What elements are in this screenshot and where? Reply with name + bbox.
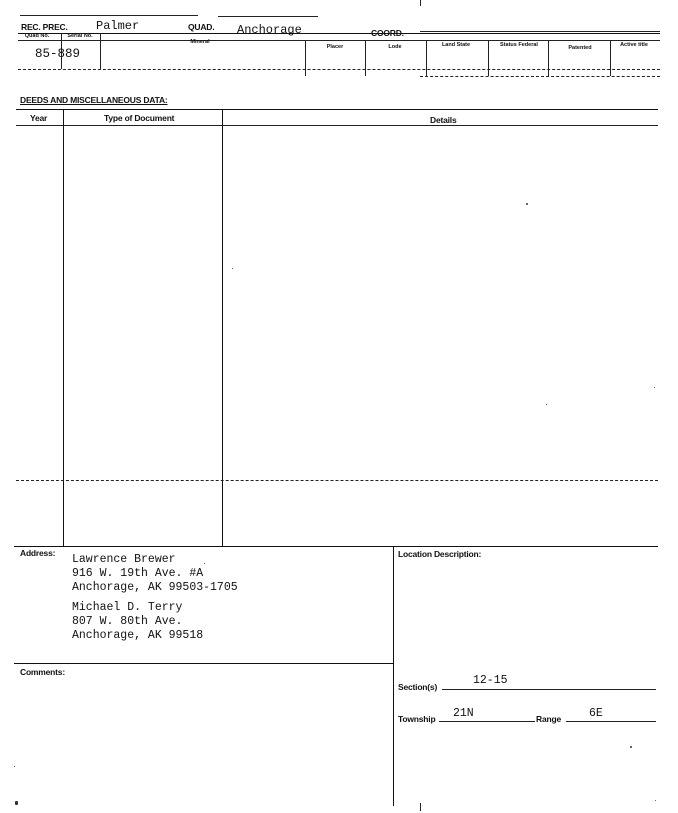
deeds-table-top-rule bbox=[16, 109, 658, 110]
scan-mark bbox=[420, 803, 421, 811]
divider-land-status bbox=[488, 40, 489, 76]
status-federal-label: Status Federal bbox=[500, 42, 538, 48]
scan-speck bbox=[526, 203, 528, 205]
address-location-divider bbox=[393, 546, 394, 806]
land-state-label: Land State bbox=[441, 42, 471, 48]
comments-top-rule bbox=[14, 663, 393, 664]
patented-label: Patented bbox=[568, 45, 592, 51]
header-table-bottom-rule-2 bbox=[420, 76, 660, 77]
range-underline bbox=[566, 721, 656, 722]
quad-value: Anchorage bbox=[237, 23, 302, 37]
sections-value: 12-15 bbox=[473, 674, 508, 687]
location-description-label: Location Description: bbox=[398, 549, 482, 559]
header-top-rule bbox=[20, 15, 198, 16]
sections-label: Section(s) bbox=[398, 682, 438, 692]
coord-underline bbox=[420, 31, 660, 32]
contact-city: Anchorage, AK 99518 bbox=[72, 629, 204, 642]
scan-speck bbox=[204, 563, 205, 564]
active-title-label: Active title bbox=[620, 42, 648, 48]
scan-speck bbox=[14, 766, 15, 767]
sections-underline bbox=[442, 689, 656, 690]
lode-label: Lode bbox=[388, 44, 402, 50]
header-table-bottom-rule bbox=[18, 69, 660, 70]
quad-label: QUAD. bbox=[188, 22, 215, 32]
address-top-rule bbox=[14, 546, 658, 547]
range-label: Range bbox=[536, 714, 561, 724]
col-type-label: Type of Document bbox=[104, 113, 175, 123]
coord-label: COORD. bbox=[371, 28, 404, 38]
rec-prec-label: REC. PREC. bbox=[21, 22, 68, 32]
scan-speck bbox=[655, 800, 656, 801]
divider-status-patented bbox=[548, 40, 549, 76]
address-contact-2 bbox=[72, 601, 203, 643]
scan-mark bbox=[420, 0, 421, 6]
divider-serial-mineral bbox=[100, 33, 101, 69]
col-details-label: Details bbox=[430, 115, 457, 125]
contact-name: Lawrence Brewer bbox=[72, 553, 176, 566]
address-label: Address: bbox=[20, 548, 56, 558]
contact-name: Michael D. Terry bbox=[72, 601, 183, 614]
rec-prec-value: Palmer bbox=[96, 19, 140, 33]
placer-label: Placer bbox=[326, 44, 344, 50]
deeds-header-rule bbox=[16, 125, 658, 126]
township-value: 21N bbox=[453, 707, 474, 720]
scan-speck bbox=[15, 801, 18, 805]
scan-speck bbox=[546, 404, 547, 405]
scan-speck bbox=[654, 387, 655, 388]
contact-city: Anchorage, AK 99503-1705 bbox=[72, 581, 238, 594]
township-label: Township bbox=[398, 714, 436, 724]
serial-no-label: Serial No. bbox=[67, 33, 93, 39]
mineral-label: Mineral bbox=[190, 39, 210, 45]
quad-no-label: Quad No. bbox=[24, 33, 50, 39]
address-contact-1 bbox=[72, 553, 238, 595]
township-underline bbox=[439, 721, 535, 722]
divider-patented-active bbox=[610, 40, 611, 76]
comments-label: Comments: bbox=[20, 667, 65, 677]
col-year-label: Year bbox=[30, 113, 48, 123]
header-top-rule-2 bbox=[218, 16, 318, 17]
quad-serial-value: 85-889 bbox=[35, 47, 81, 61]
range-value: 6E bbox=[589, 707, 603, 720]
deeds-dashed-rule bbox=[16, 480, 658, 481]
divider-placer-lode bbox=[365, 40, 366, 76]
divider-lode-land bbox=[426, 40, 427, 76]
header-subrule bbox=[18, 40, 660, 41]
divider-mineral-placer bbox=[305, 40, 306, 76]
contact-street: 916 W. 19th Ave. #A bbox=[72, 567, 204, 580]
contact-street: 807 W. 80th Ave. bbox=[72, 615, 183, 628]
deeds-section-title: DEEDS AND MISCELLANEOUS DATA: bbox=[20, 95, 168, 105]
scan-speck bbox=[232, 268, 233, 269]
header-table-top-rule bbox=[18, 33, 660, 34]
scan-speck bbox=[630, 746, 632, 748]
